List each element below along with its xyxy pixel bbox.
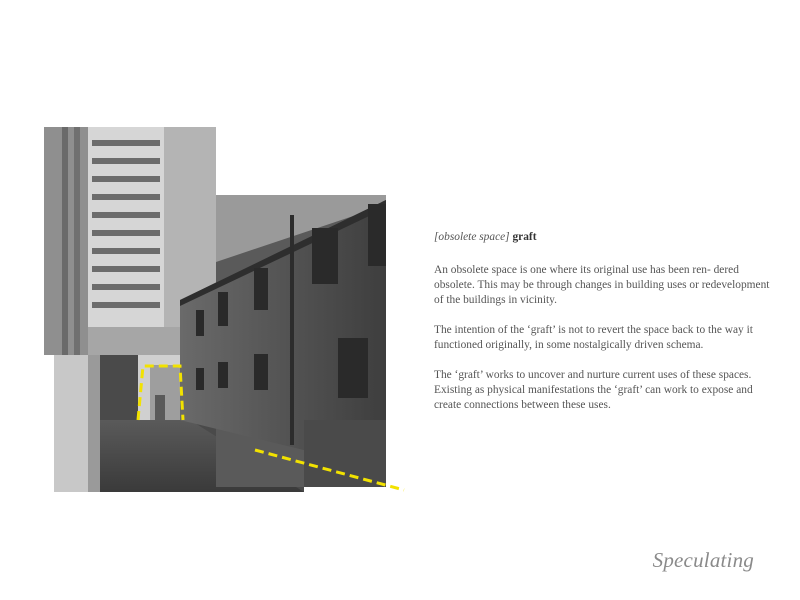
paragraph-3: The ‘graft’ works to uncover and nurture current uses of these spaces. Existing as physical manifestations the ‘graft’ can work to expose and create connections between these uses. [434,369,753,411]
section-heading [434,230,774,245]
heading-italic: [obsolete space] [434,231,510,243]
paragraph-1: An obsolete space is one where its original use has been ren- dered obsolete. This may be through changes in building uses or redevelopment of the buildings in vicinity. [434,264,770,306]
page-title: Speculating [652,548,754,572]
paragraph-2: The intention of the ‘graft’ is not to revert the space back to the way it functioned originally, in some nostalgically driven schema. [434,324,753,351]
alleyway-photo-collage [0,0,420,520]
collage-svg [0,0,420,520]
heading-bold: graft [512,231,537,243]
text-column [434,230,774,428]
